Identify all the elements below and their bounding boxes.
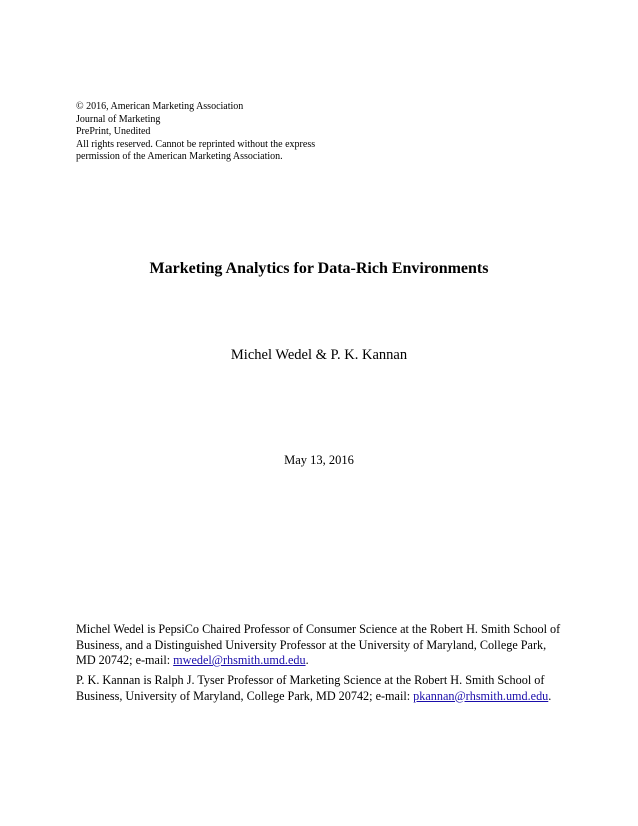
email-link-wedel[interactable]: mwedel@rhsmith.umd.edu <box>173 653 306 667</box>
paper-authors: Michel Wedel & P. K. Kannan <box>230 347 408 363</box>
author-bio-suffix: . <box>305 653 309 667</box>
copyright-line: All rights reserved. Cannot be reprinted without the express <box>76 138 316 150</box>
email-link-kannan[interactable]: pkannan@rhsmith.umd.edu <box>413 688 549 703</box>
author-bio-paragraph <box>76 673 566 704</box>
author-bio-text: Michel Wedel is PepsiCo Chaired Professor of Consumer Science at the Robert H. Smith School of Business, and a Distinguished University Professor at the University of Maryland, College Park, MD 20742; e-mail: <box>76 622 561 667</box>
copyright-line: © 2016, American Marketing Association <box>76 101 244 112</box>
author-bio-wedel <box>76 622 566 669</box>
paper-title: Marketing Analytics for Data-Rich Environments <box>149 260 489 277</box>
author-bio-suffix: . <box>548 688 552 703</box>
copyright-notice <box>76 101 315 164</box>
author-bio-text: P. K. Kannan is Ralph J. Tyser Professor of Marketing Science at the Robert H. Smith School of Business, University of Maryland, College Park, MD 20742; e-mail: <box>76 673 545 703</box>
copyright-line: PrePrint, Unedited <box>76 126 151 137</box>
author-bio-paragraph <box>76 622 566 669</box>
copyright-line: Journal of Marketing <box>76 113 161 125</box>
copyright-line: permission of the American Marketing Association. <box>76 151 283 162</box>
author-bio-kannan <box>76 673 566 704</box>
paper-date: May 13, 2016 <box>284 453 354 467</box>
